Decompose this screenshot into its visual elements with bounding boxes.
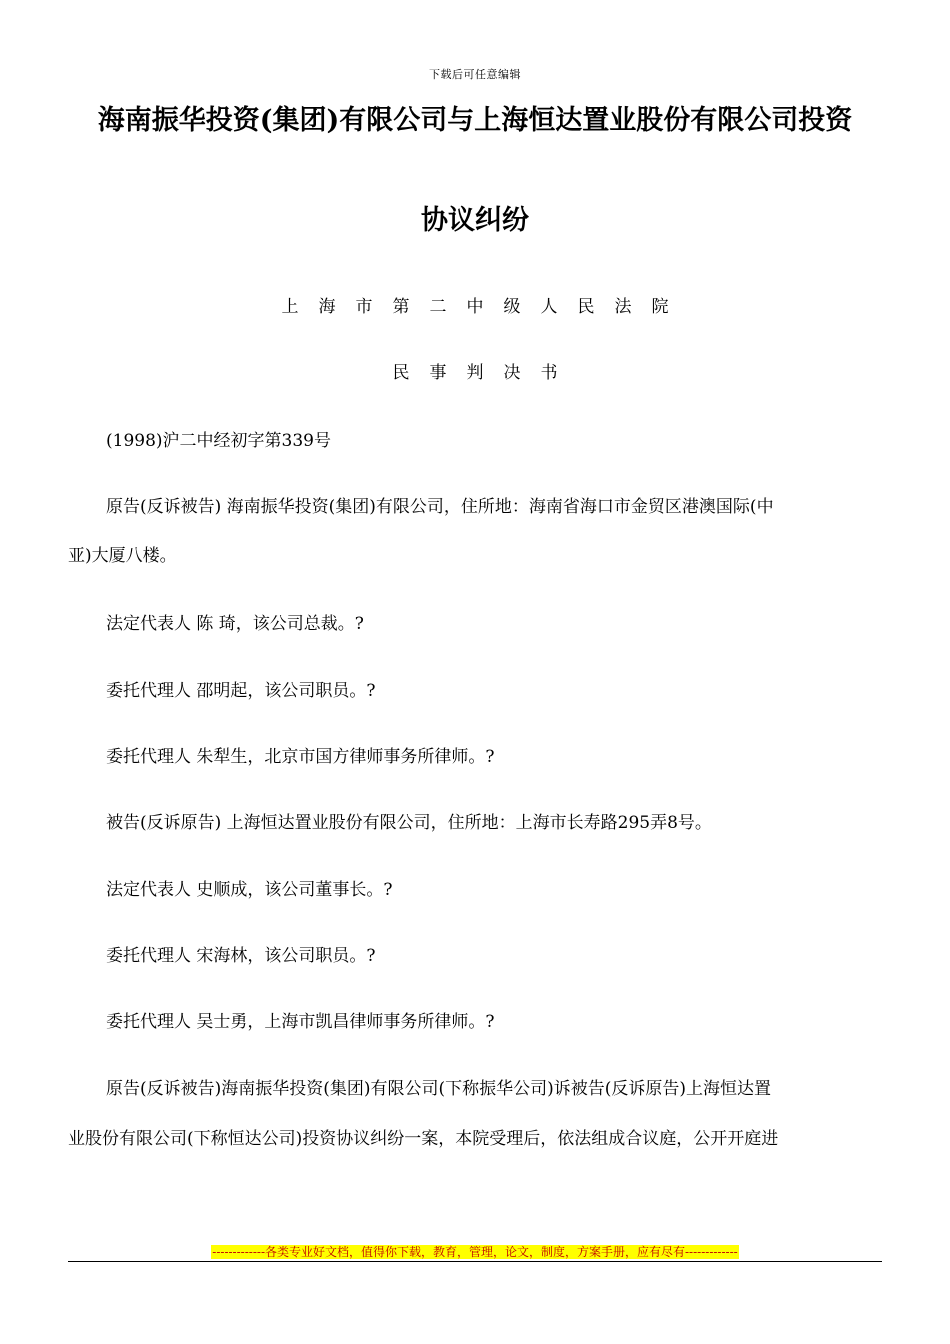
document-title-line-2: 协议纠纷 <box>421 205 529 236</box>
paragraph-plaintiff: 原告(反诉被告) 海南振华投资(集团)有限公司，住所地：海南省海口市金贸区港澳国际(中 <box>106 497 774 517</box>
document-type: 民事判决书 <box>392 363 578 383</box>
paragraph-defendant-agent-1: 委托代理人 宋海林，该公司职员。? <box>106 946 376 966</box>
case-number: (1998)沪二中经初字第339号 <box>106 431 331 451</box>
court-name: 上海市第二中级人民法院 <box>281 297 689 317</box>
paragraph-plaintiff-agent-2: 委托代理人 朱犁生，北京市国方律师事务所律师。? <box>106 747 495 767</box>
footer-banner: -------------各类专业好文档，值得你下载，教育，管理，论文，制度，方案手册，应有尽有------------- <box>212 1245 738 1259</box>
document-title-line-1: 海南振华投资(集团)有限公司与上海恒达置业股份有限公司投资 <box>97 105 853 136</box>
paragraph-plaintiff-cont: 亚)大厦八楼。 <box>68 546 177 566</box>
paragraph-case-summary: 原告(反诉被告)海南振华投资(集团)有限公司(下称振华公司)诉被告(反诉原告)上海恒达置 <box>106 1079 772 1099</box>
paragraph-plaintiff-rep: 法定代表人 陈 琦，该公司总裁。? <box>106 614 364 634</box>
paragraph-case-summary-cont: 业股份有限公司(下称恒达公司)投资协议纠纷一案，本院受理后，依法组成合议庭，公开开庭进 <box>68 1129 779 1149</box>
footer-divider <box>68 1261 882 1262</box>
paragraph-defendant-agent-2: 委托代理人 吴士勇，上海市凯昌律师事务所律师。? <box>106 1012 495 1032</box>
paragraph-plaintiff-agent-1: 委托代理人 邵明起，该公司职员。? <box>106 681 376 701</box>
paragraph-defendant: 被告(反诉原告) 上海恒达置业股份有限公司，住所地：上海市长寿路295弄8号。 <box>106 813 712 833</box>
paragraph-defendant-rep: 法定代表人 史顺成，该公司董事长。? <box>106 880 393 900</box>
header-note: 下载后可任意编辑 <box>429 68 521 81</box>
